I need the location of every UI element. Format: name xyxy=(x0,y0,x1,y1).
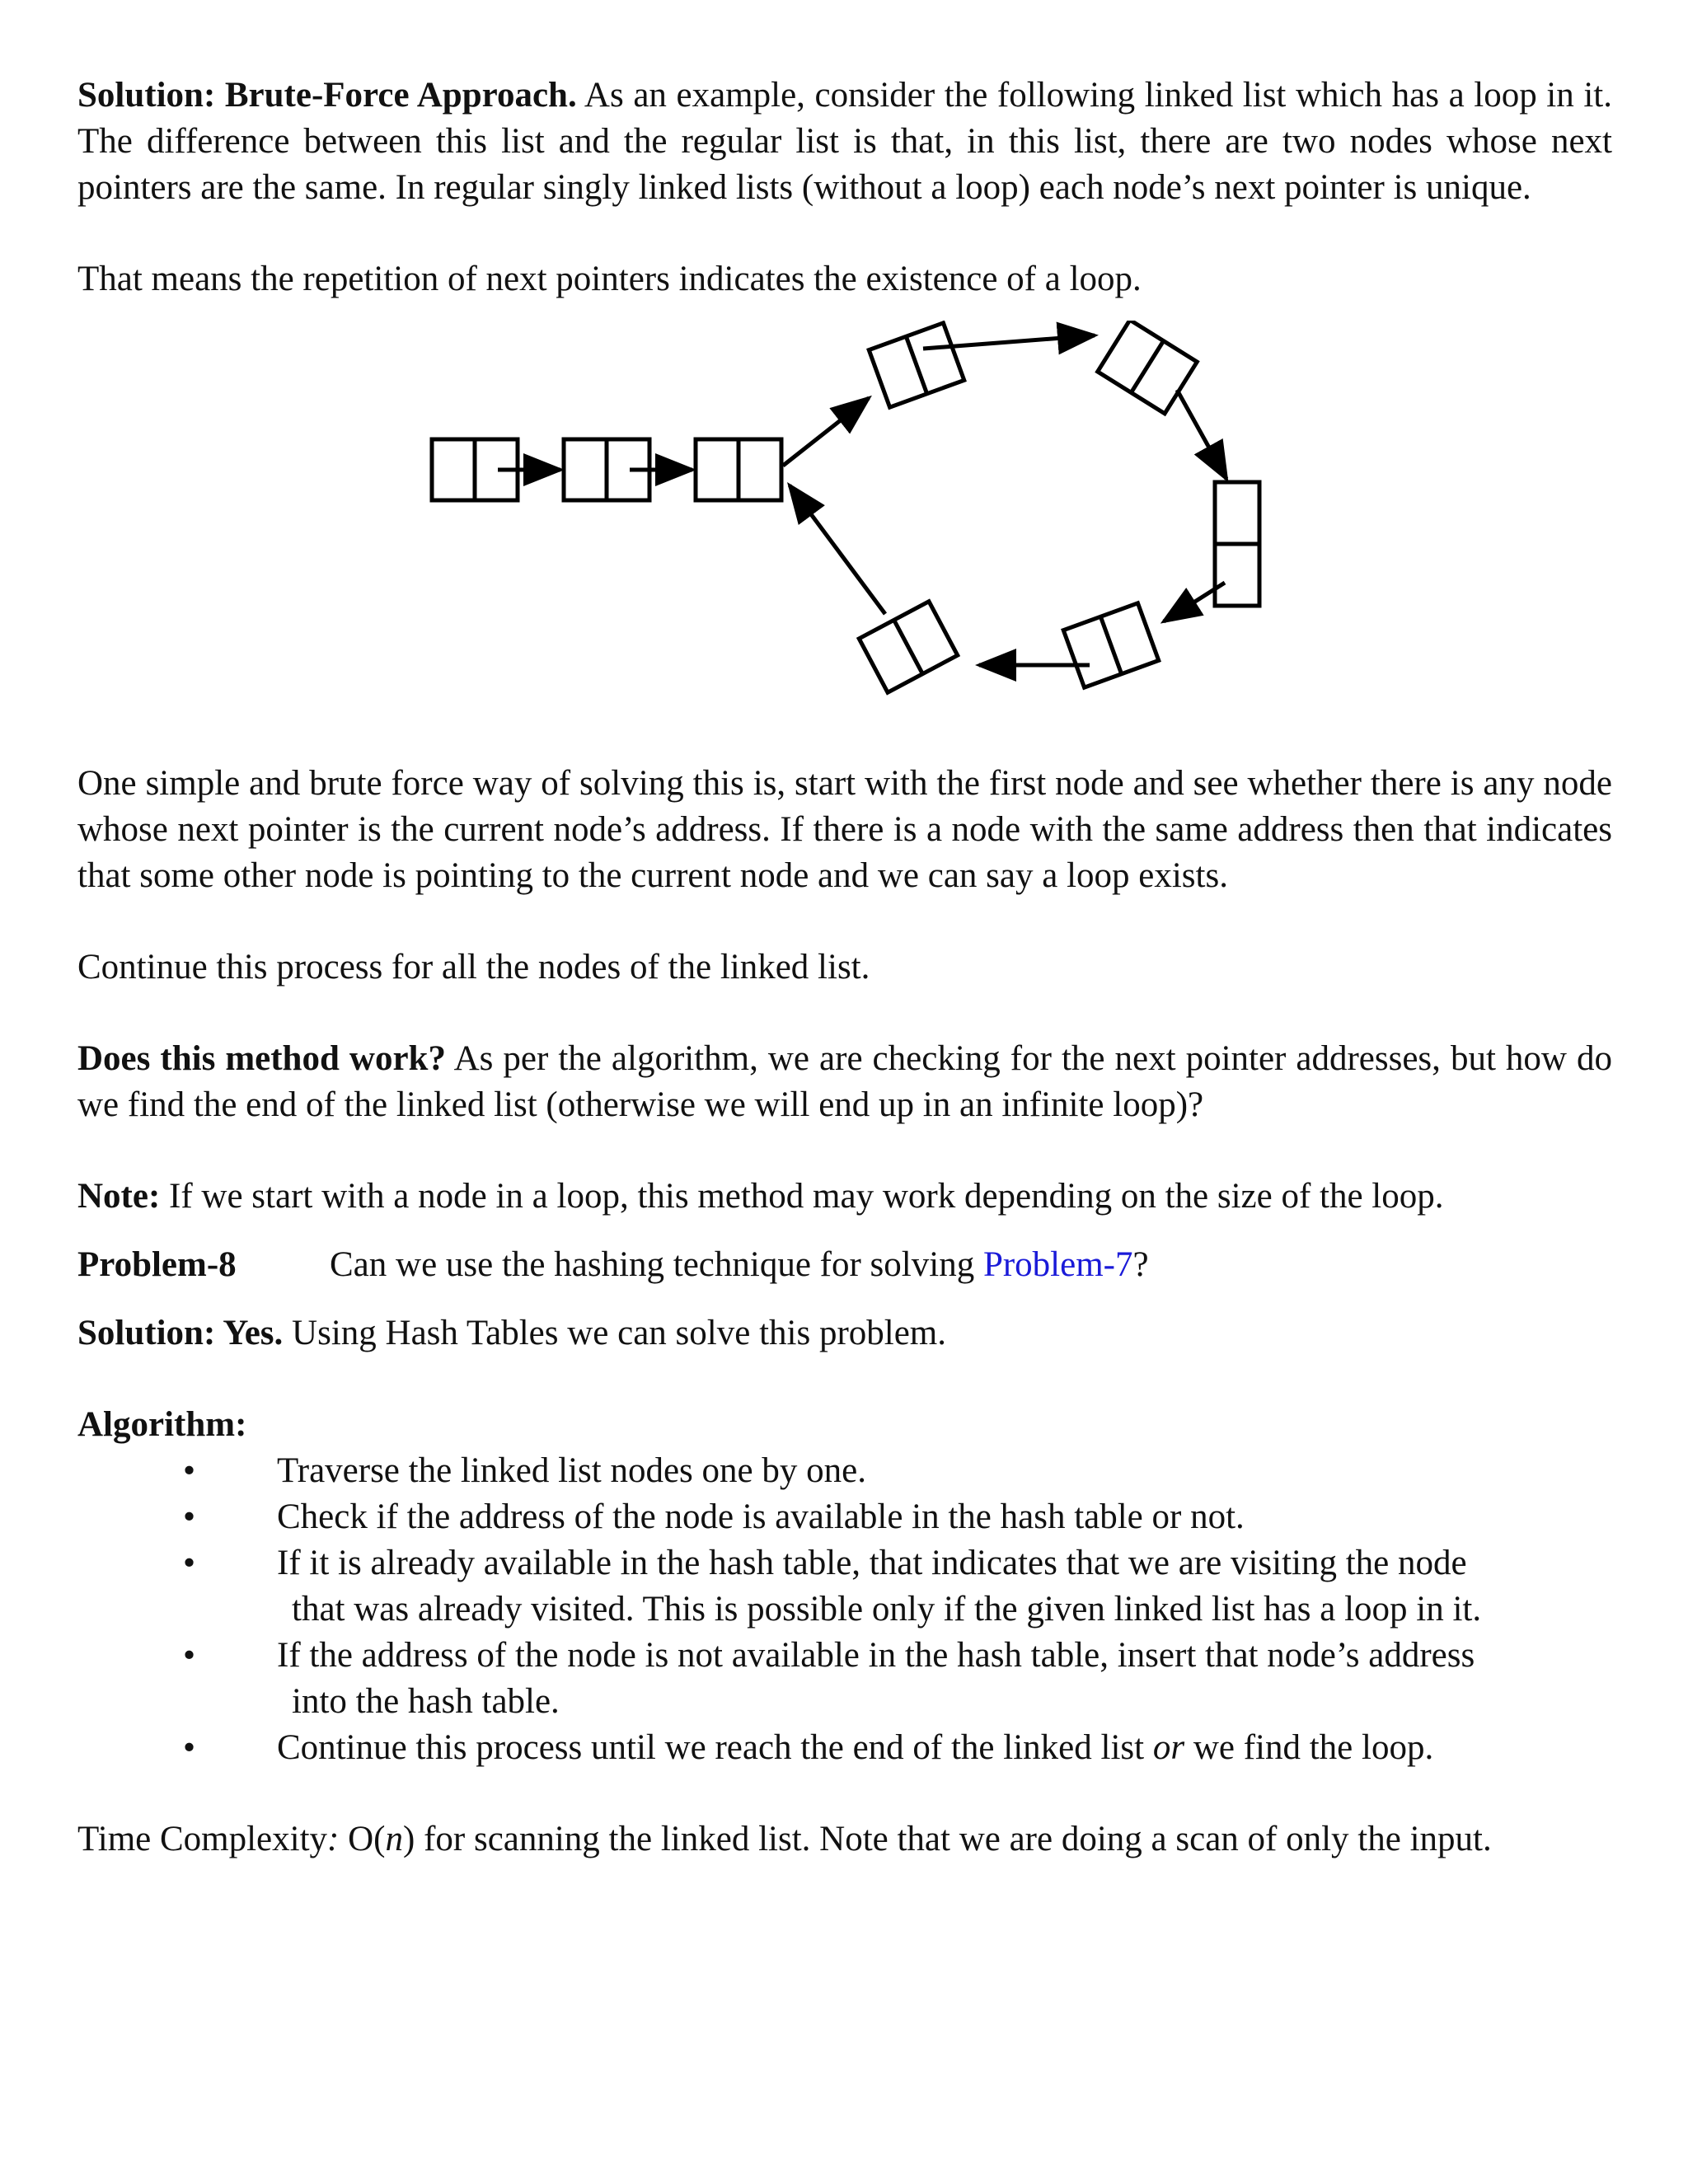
note-text: If we start with a node in a loop, this method may work depending on the size of the loop. xyxy=(160,1177,1444,1216)
problem-text: Can we use the hashing technique for solving Problem-7? xyxy=(330,1245,1149,1284)
bullet: • xyxy=(183,1636,196,1675)
brute-force-paragraph: One simple and brute force way of solving this is, start with the first node and see whether there is any node whose next pointer is the current node’s address. If there is a node with the same address then that indicates that some other node is pointing to the current node and we can say a loop exists. xyxy=(77,764,1612,895)
continue-paragraph: Continue this process for all the nodes of the linked list. xyxy=(77,948,870,987)
list-node-3 xyxy=(696,439,781,500)
list-node-7 xyxy=(1063,603,1159,687)
list-item: • Continue this process until we reach the end of the linked list or we find the loop. xyxy=(77,1725,1612,1771)
hash-solution-paragraph xyxy=(77,1310,1612,1357)
problem-label: Problem-8 xyxy=(77,1245,237,1284)
time-complexity-paragraph: Time Complexity: O(n) for scanning the linked list. Note that we are doing a scan of only the input. xyxy=(77,1820,1492,1858)
document-page xyxy=(77,73,1612,1863)
hash-solution-text: Using Hash Tables we can solve this problem. xyxy=(283,1314,946,1352)
pointer-5-6 xyxy=(1177,390,1226,479)
problem-row xyxy=(77,1242,1612,1288)
repetition-paragraph: That means the repetition of next pointers indicates the existence of a loop. xyxy=(77,260,1142,298)
list-node-4 xyxy=(869,323,964,407)
list-node-6 xyxy=(1215,482,1259,606)
list-node-8 xyxy=(859,602,958,692)
bullet: • xyxy=(183,1497,196,1536)
bullet: • xyxy=(183,1544,196,1582)
method-question-text: As per the algorithm, we are checking for the next pointer addresses, but how do we find the end of the linked list (otherwise we will end up in an infinite loop)? xyxy=(77,1039,1612,1124)
method-question-paragraph xyxy=(77,1036,1612,1128)
list-item: • If it is already available in the hash table, that indicates that we are visiting the node that was already visited. This is possible only if the given linked list has a loop in it. xyxy=(77,1540,1612,1633)
loop-linked-list-diagram xyxy=(77,321,1612,733)
note-paragraph xyxy=(77,1174,1612,1220)
bullet: • xyxy=(183,1728,196,1767)
algorithm-heading: Algorithm: xyxy=(77,1405,247,1444)
list-item: • Check if the address of the node is available in the hash table or not. xyxy=(77,1494,1612,1540)
solution-text: As an example, consider the following linked list which has a loop in it. The difference between this list and the regular list is that, in this list, there are two nodes whose next pointers are the same. In regular singly linked lists (without a loop) each node’s next pointer is unique. xyxy=(77,76,1612,207)
hash-solution-heading: Solution: Yes. xyxy=(77,1314,284,1352)
bullet: • xyxy=(183,1451,196,1490)
method-question-heading: Does this method work? xyxy=(77,1039,446,1078)
solution-heading: Solution: Brute-Force Approach. xyxy=(77,76,577,115)
pointer-3-4 xyxy=(783,398,869,466)
note-heading: Note: xyxy=(77,1177,161,1216)
list-item: • Traverse the linked list nodes one by one. xyxy=(77,1448,1612,1494)
problem-7-link[interactable]: Problem-7 xyxy=(982,1245,1133,1284)
pointer-8-3 xyxy=(790,485,885,614)
algorithm-list xyxy=(77,1448,1612,1771)
list-item: • If the address of the node is not available in the hash table, insert that node’s address into the hash table. xyxy=(77,1633,1612,1725)
solution-paragraph xyxy=(77,73,1612,211)
